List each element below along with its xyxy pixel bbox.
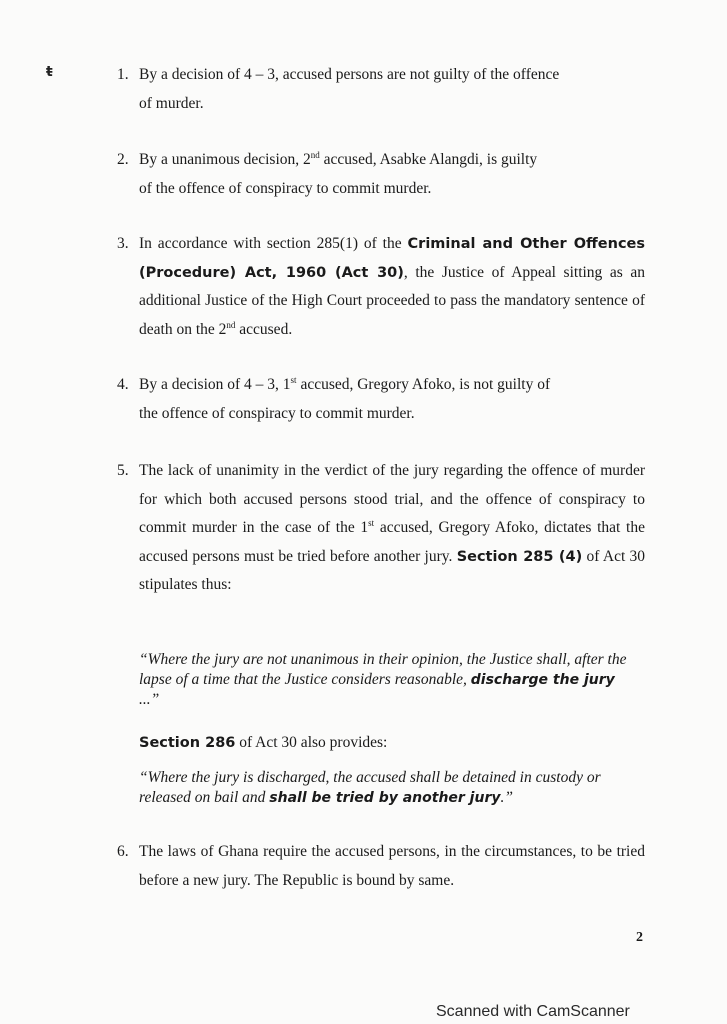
- item-text: [139, 61, 645, 118]
- item-number: 4.: [117, 376, 129, 393]
- item-text-part: accused, Gregory Afoko, dictates that the accused persons must be tried before another jury.: [139, 519, 645, 565]
- quote-text: ...”: [139, 691, 160, 708]
- quote-section-286: [139, 768, 629, 808]
- list-item-5: [117, 457, 645, 600]
- quote-emphasis: shall be tried by another jury: [269, 790, 501, 806]
- item-text-part: accused, Asabke Alangdi, is guilty: [319, 151, 538, 168]
- item-text-part: By a unanimous decision, 2: [139, 151, 311, 168]
- item-text-part: of Act 30 stipulates thus:: [139, 547, 646, 593]
- item-text-part: In accordance with section 285(1) of the: [139, 235, 408, 252]
- item-number: 3.: [117, 235, 129, 252]
- quote-emphasis: discharge the jury: [470, 672, 615, 688]
- item-text: [139, 230, 645, 344]
- item-text: [139, 457, 645, 600]
- margin-mark: ŧ: [46, 64, 53, 80]
- item-text-part: By a decision of 4 – 3, 1: [139, 376, 291, 393]
- superscript: nd: [310, 150, 320, 160]
- scanner-watermark: Scanned with CamScanner: [436, 1003, 630, 1020]
- quote-text: .”: [500, 789, 513, 806]
- item-number: 6.: [117, 843, 129, 860]
- paragraph-text: of Act 30 also provides:: [235, 734, 388, 751]
- item-line: of murder.: [139, 94, 204, 112]
- page-number: 2: [636, 930, 643, 945]
- section-citation: Section 286: [139, 735, 236, 751]
- list-item-1: [117, 61, 645, 118]
- act-citation: Criminal and Other Offences (Procedure) Act, 1960 (Act 30): [139, 236, 646, 281]
- item-number: 2.: [117, 151, 129, 168]
- quote-text: “Where the jury is discharged, the accused shall be detained in custody or released on bail and: [139, 769, 601, 806]
- item-line: of the offence of conspiracy to commit murder.: [139, 179, 432, 197]
- item-text-part: The lack of unanimity in the verdict of the jury regarding the offence of murder for which both accused persons stood trial, and the offence of conspiracy to commit murder in the case of the 1: [139, 462, 645, 536]
- item-text: [139, 371, 645, 428]
- list-item-3: [117, 230, 645, 344]
- item-line: the offence of conspiracy to commit murder.: [139, 404, 415, 422]
- section-286-intro: [139, 733, 387, 753]
- superscript: st: [290, 375, 297, 385]
- superscript: st: [368, 518, 375, 528]
- superscript: nd: [226, 319, 236, 330]
- item-text: The laws of Ghana require the accused persons, in the circumstances, to be tried before a new jury. The Republic is bound by same.: [139, 843, 645, 889]
- section-citation: Section 285 (4): [456, 548, 583, 565]
- item-text: [139, 146, 645, 203]
- list-item-6: [117, 838, 645, 895]
- list-item-2: [117, 146, 645, 203]
- quote-section-285: [139, 650, 629, 710]
- item-text-part: , the Justice of Appeal sitting as an additional Justice of the High Court proceeded to pass the mandatory sentence of death on the 2: [139, 263, 645, 338]
- item-number: 5.: [117, 462, 129, 479]
- item-line: By a decision of 4 – 3, accused persons are not guilty of the offence: [139, 66, 560, 83]
- quote-text: “Where the jury are not unanimous in their opinion, the Justice shall, after the lapse of a time that the Justice considers reasonable,: [139, 651, 627, 688]
- list-item-4: [117, 371, 645, 428]
- item-number: 1.: [117, 66, 129, 83]
- item-text-part: accused, Gregory Afoko, is not guilty of: [296, 376, 551, 393]
- item-text-part: accused.: [235, 320, 293, 338]
